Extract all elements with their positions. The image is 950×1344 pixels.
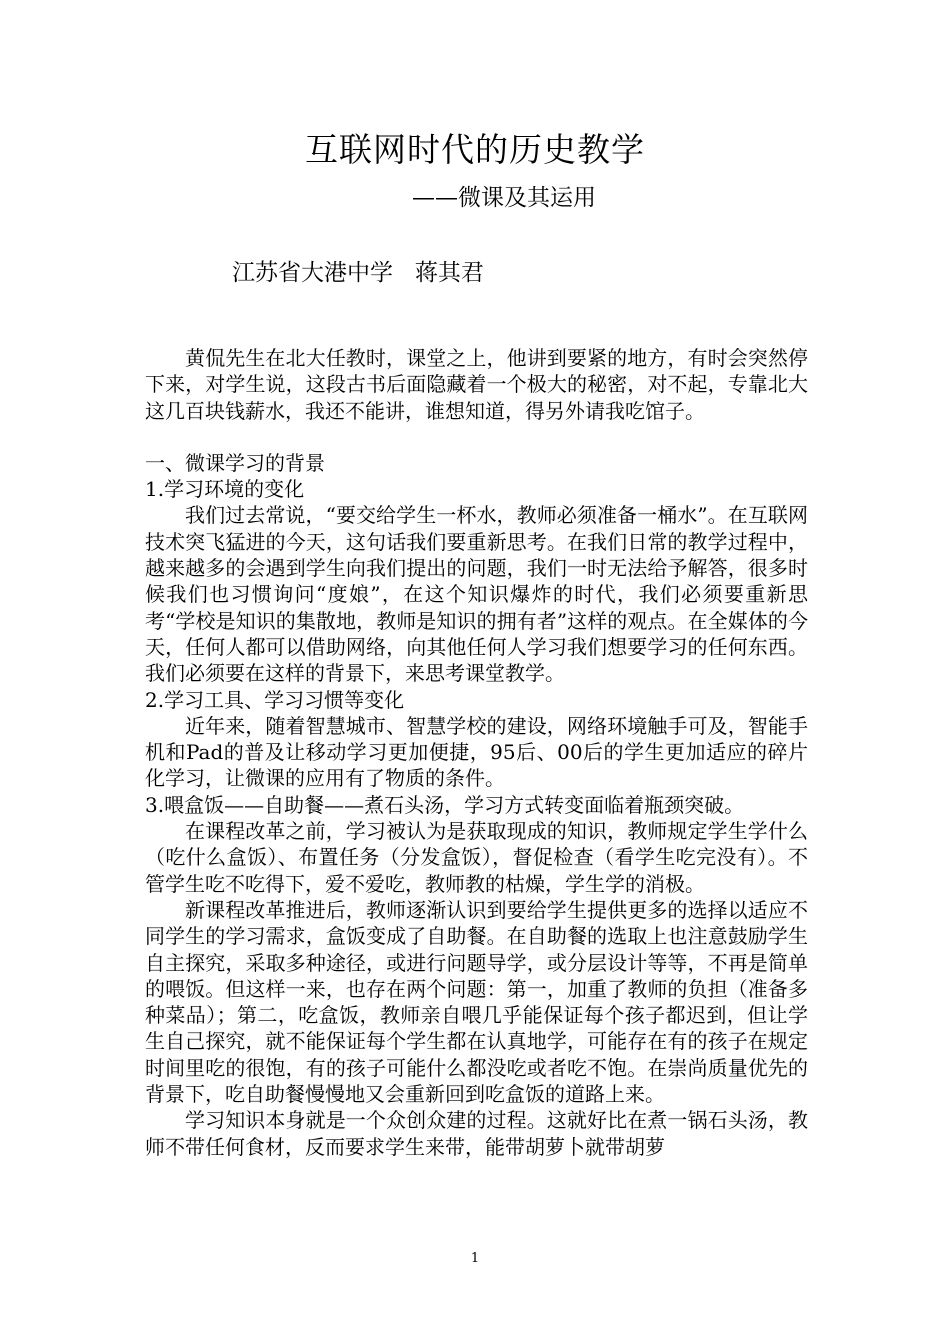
page-number: 1 <box>470 1251 480 1266</box>
body-paragraph: 近年来，随着智慧城市、智慧学校的建设，网络环境触手可及，智能手机和Pad的普及让移动学习更加便捷，95后、00后的学生更加适应的碎片化学习，让微课的应用有了物质的条件。 <box>145 713 808 791</box>
body-paragraph: 在课程改革之前，学习被认为是获取现成的知识，教师规定学生学什么（吃什么盒饭）、布置任务（分发盒饭），督促检查（看学生吃完没有）。不管学生吃不吃得下，爱不爱吃，教师教的枯燥，学生学的消极。 <box>145 819 808 896</box>
body-paragraph: 新课程改革推进后，教师逐渐认识到要给学生提供更多的选择以适应不同学生的学习需求，盒饭变成了自助餐。在自助餐的选取上也注意鼓励学生自主探究，采取多种途径，或进行问题导学，或分层设计等等，不再是简单的喂饭。但这样一来，也存在两个问题：第一，加重了教师的负担（准备多种菜品）；第二，吃盒饭，教师亲自喂几乎能保证每个孩子都迟到，但让学生自己探究，就不能保证每个学生都在认真地学，可能存在有的孩子在规定时间里吃的很饱，有的孩子可能什么都没吃或者吃不饱。在崇尚质量优先的背景下，吃自助餐慢慢地又会重新回到吃盒饭的道路上来。 <box>145 897 808 1107</box>
document-title: 互联网时代的历史教学 <box>305 130 645 169</box>
intro-paragraph: 黄侃先生在北大任教时，课堂之上，他讲到要紧的地方，有时会突然停下来，对学生说，这段古书后面隐藏着一个极大的秘密，对不起，专靠北大这几百块钱薪水，我还不能讲，谁想知道，得另外请我吃馆子。 <box>145 346 808 423</box>
body-paragraph: 学习知识本身就是一个众创众建的过程。这就好比在煮一锅石头汤，教师不带任何食材，反而要求学生来带，能带胡萝卜就带胡萝 <box>145 1108 808 1159</box>
section-heading: 一、微课学习的背景 <box>145 450 325 475</box>
document-subtitle: ——微课及其运用 <box>412 185 596 211</box>
subsection-heading: 1.学习环境的变化 <box>145 477 305 502</box>
document-body <box>145 345 808 1160</box>
subsection-heading: 3.喂盒饭——自助餐——煮石头汤，学习方式转变面临着瓶颈突破。 <box>145 792 745 817</box>
subsection-heading: 2.学习工具、学习习惯等变化 <box>145 687 405 712</box>
body-paragraph: 我们过去常说，“要交给学生一杯水，教师必须准备一桶水”。在互联网技术突飞猛进的今天，这句话我们要重新思考。在我们日常的教学过程中，越来越多的会遇到学生向我们提出的问题，我们一时无法给予解答，很多时候我们也习惯询问“度娘”，在这个知识爆炸的时代，我们必须要重新思考“学校是知识的集散地，教师是知识的拥有者”这样的观点。在全媒体的今天，任何人都可以借助网络，向其他任何人学习我们想要学习的任何东西。我们必须要在这样的背景下，来思考课堂教学。 <box>145 503 808 686</box>
author-line: 江苏省大港中学 蒋其君 <box>232 260 484 286</box>
paragraph-gap <box>145 424 808 450</box>
